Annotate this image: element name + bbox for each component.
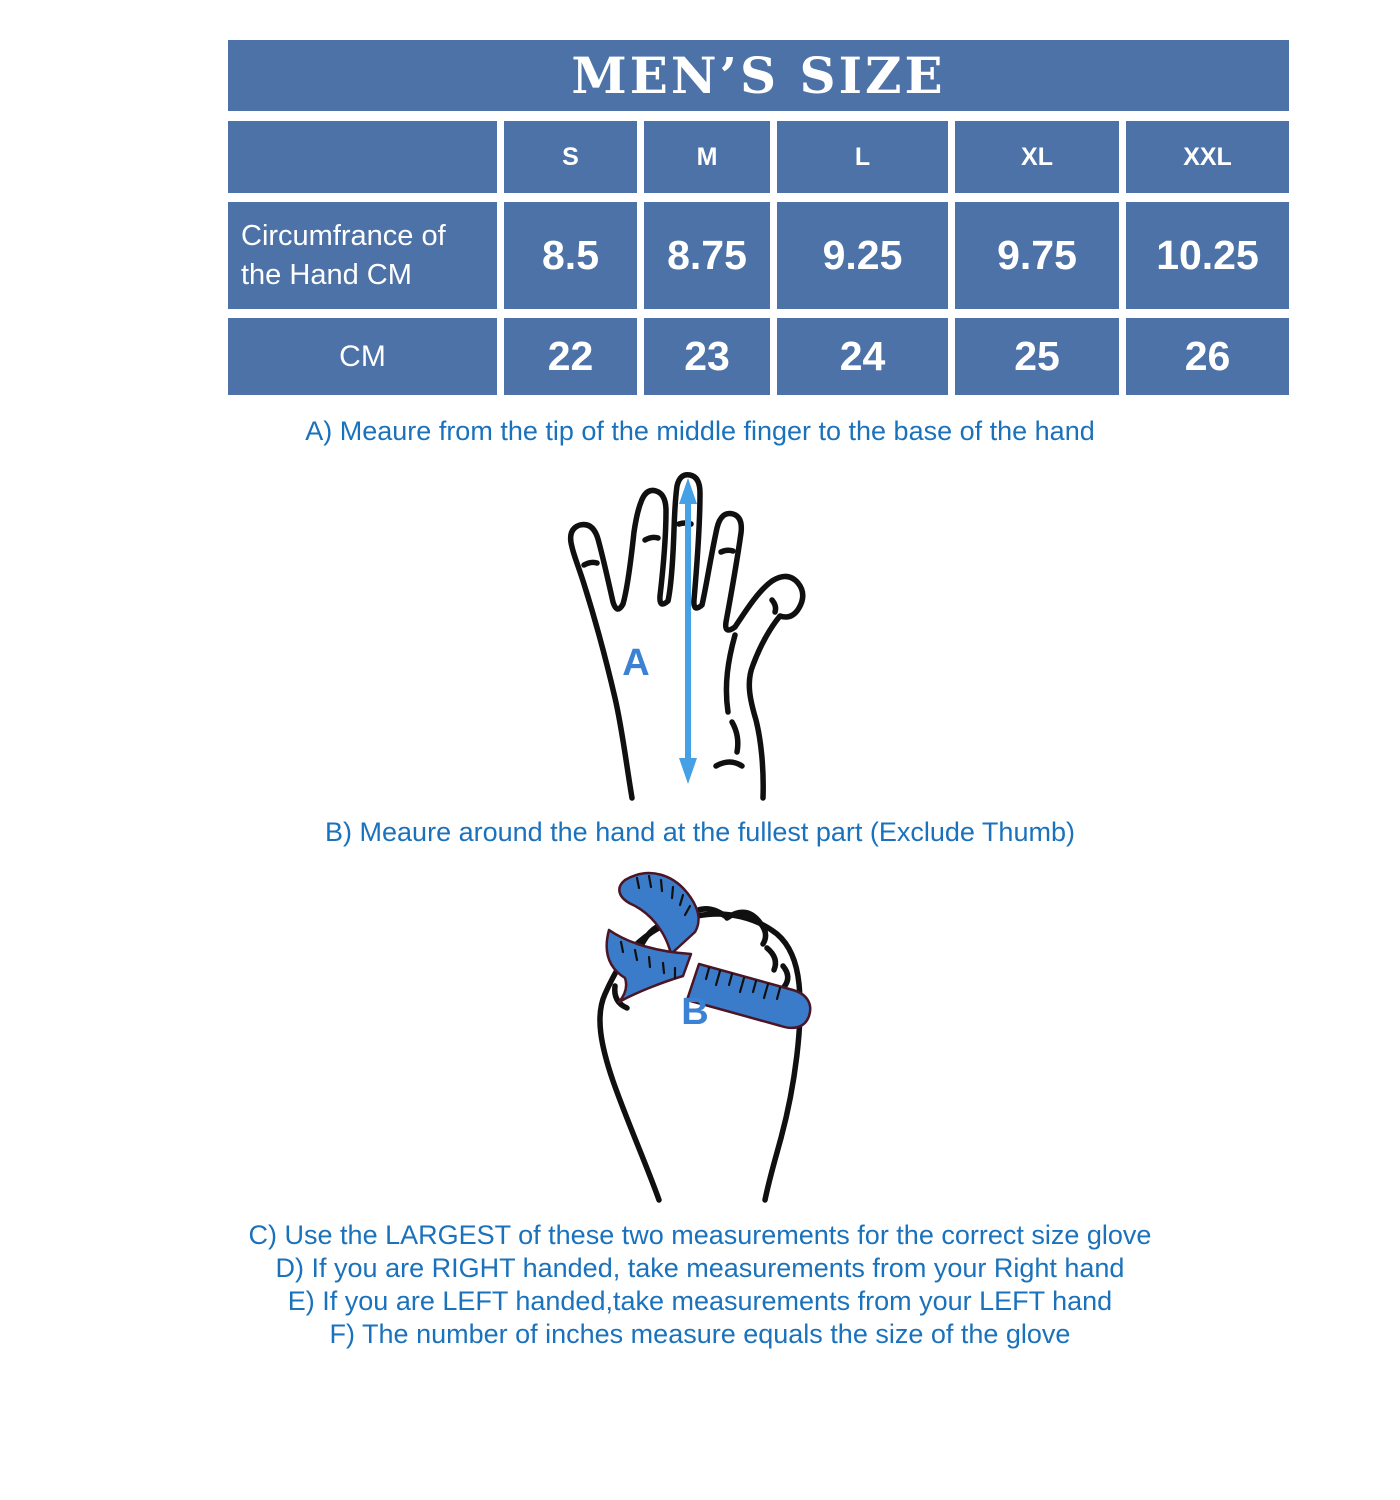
circumference-value-xxl: 10.25 [1126, 202, 1289, 309]
measurement-label-b: B [681, 991, 709, 1033]
instruction-f-text: F) The number of inches measure equals the size of the glove [329, 1319, 1071, 1349]
instruction-a-text: A) Meaure from the tip of the middle finger to the base of the hand [305, 416, 1095, 446]
size-grid [228, 121, 1289, 395]
circumference-value-l: 9.25 [777, 202, 948, 309]
instruction-list [0, 1219, 1400, 1351]
circumference-value-s: 8.5 [504, 202, 637, 309]
size-header-xxl: XXL [1126, 121, 1289, 193]
cm-value-m: 23 [644, 318, 770, 395]
instruction-c-text: C) Use the LARGEST of these two measurements for the correct size glove [248, 1220, 1152, 1250]
size-chart-table [228, 40, 1289, 395]
circumference-value-m: 8.75 [644, 202, 770, 309]
cm-value-xl: 25 [955, 318, 1119, 395]
open-hand-illustration [548, 460, 848, 805]
instruction-e-text: E) If you are LEFT handed,take measurements from your LEFT hand [287, 1286, 1113, 1316]
instruction-d-text: D) If you are RIGHT handed, take measurements from your Right hand [275, 1253, 1125, 1283]
fist-illustration [585, 866, 870, 1211]
row-label-circumference: Circumfrance of the Hand CM [228, 202, 497, 309]
finger-joint-mark [584, 562, 597, 565]
table-corner-cell [228, 121, 497, 193]
size-header-xl: XL [955, 121, 1119, 193]
size-header-s: S [504, 121, 637, 193]
instruction-b-text: B) Meaure around the hand at the fullest part (Exclude Thumb) [325, 817, 1075, 847]
cm-value-s: 22 [504, 318, 637, 395]
circumference-value-xl: 9.75 [955, 202, 1119, 309]
finger-joint-mark [645, 537, 658, 540]
size-header-l: L [777, 121, 948, 193]
cm-value-xxl: 26 [1126, 318, 1289, 395]
cm-value-l: 24 [777, 318, 948, 395]
finger-joint-mark [721, 550, 733, 552]
table-title: MEN’S SIZE [228, 40, 1289, 111]
measurement-label-a: A [622, 642, 650, 684]
size-header-m: M [644, 121, 770, 193]
row-label-cm: CM [228, 318, 497, 395]
